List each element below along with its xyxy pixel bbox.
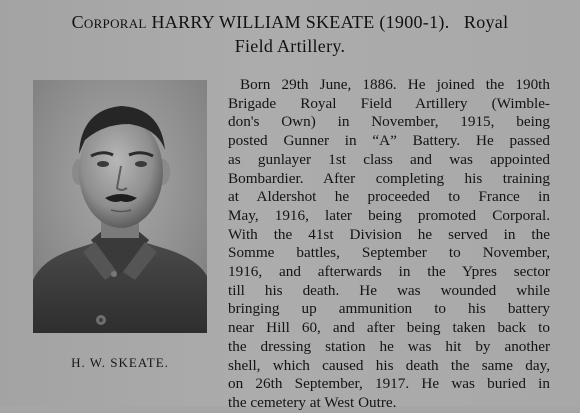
bio-line: posted Gunner in “A” Battery. He passed xyxy=(228,132,550,150)
bio-line: 1916, and afterwards in the Ypres sector xyxy=(228,263,550,281)
bio-line: Brigade Royal Field Artillery (Wimble- xyxy=(228,94,550,112)
rank-text: Corporal xyxy=(71,12,147,32)
bio-line: Bombardier. After completing his training xyxy=(228,169,550,187)
bio-line: as gunlayer 1st class and was appointed xyxy=(228,150,550,168)
bio-line: shell, which caused his death the same day, xyxy=(228,356,550,374)
bio-line: the cemetery at West Outre. xyxy=(228,393,397,411)
title-line-2: Field Artillery. xyxy=(234,36,346,56)
portrait-photo xyxy=(33,80,207,333)
portrait-caption: H. W. SKEATE. xyxy=(71,355,169,370)
bio-line: Born 29th June, 1886. He joined the 190th xyxy=(240,76,550,93)
bio-line: till his death. He was wounded while xyxy=(228,281,550,299)
bio-line: Somme battles, September to November, xyxy=(228,244,550,262)
bio-line: near Hill 60, and after being taken back to xyxy=(228,319,550,337)
service-years: (1900-1). xyxy=(379,12,450,32)
page-title xyxy=(0,10,580,58)
unit-text-start: Royal xyxy=(463,12,509,32)
bio-line: With the 41st Division he served in the xyxy=(228,225,550,243)
bio-line: on 26th September, 1917. He was buried in xyxy=(228,375,550,393)
portrait-image xyxy=(33,80,207,333)
biography-text xyxy=(228,76,550,413)
bio-line: May, 1916, later being promoted Corporal. xyxy=(228,206,550,224)
bio-line: don's Own) in November, 1915, being xyxy=(228,113,550,131)
bio-line: the dressing station he was hit by another xyxy=(228,337,550,355)
soldier-name: HARRY WILLIAM SKEATE xyxy=(151,12,375,32)
title-line-1 xyxy=(0,10,580,34)
bio-line: at Aldershot he proceeded to France in xyxy=(228,188,550,206)
bio-line: bringing up ammunition to his battery xyxy=(228,300,550,318)
